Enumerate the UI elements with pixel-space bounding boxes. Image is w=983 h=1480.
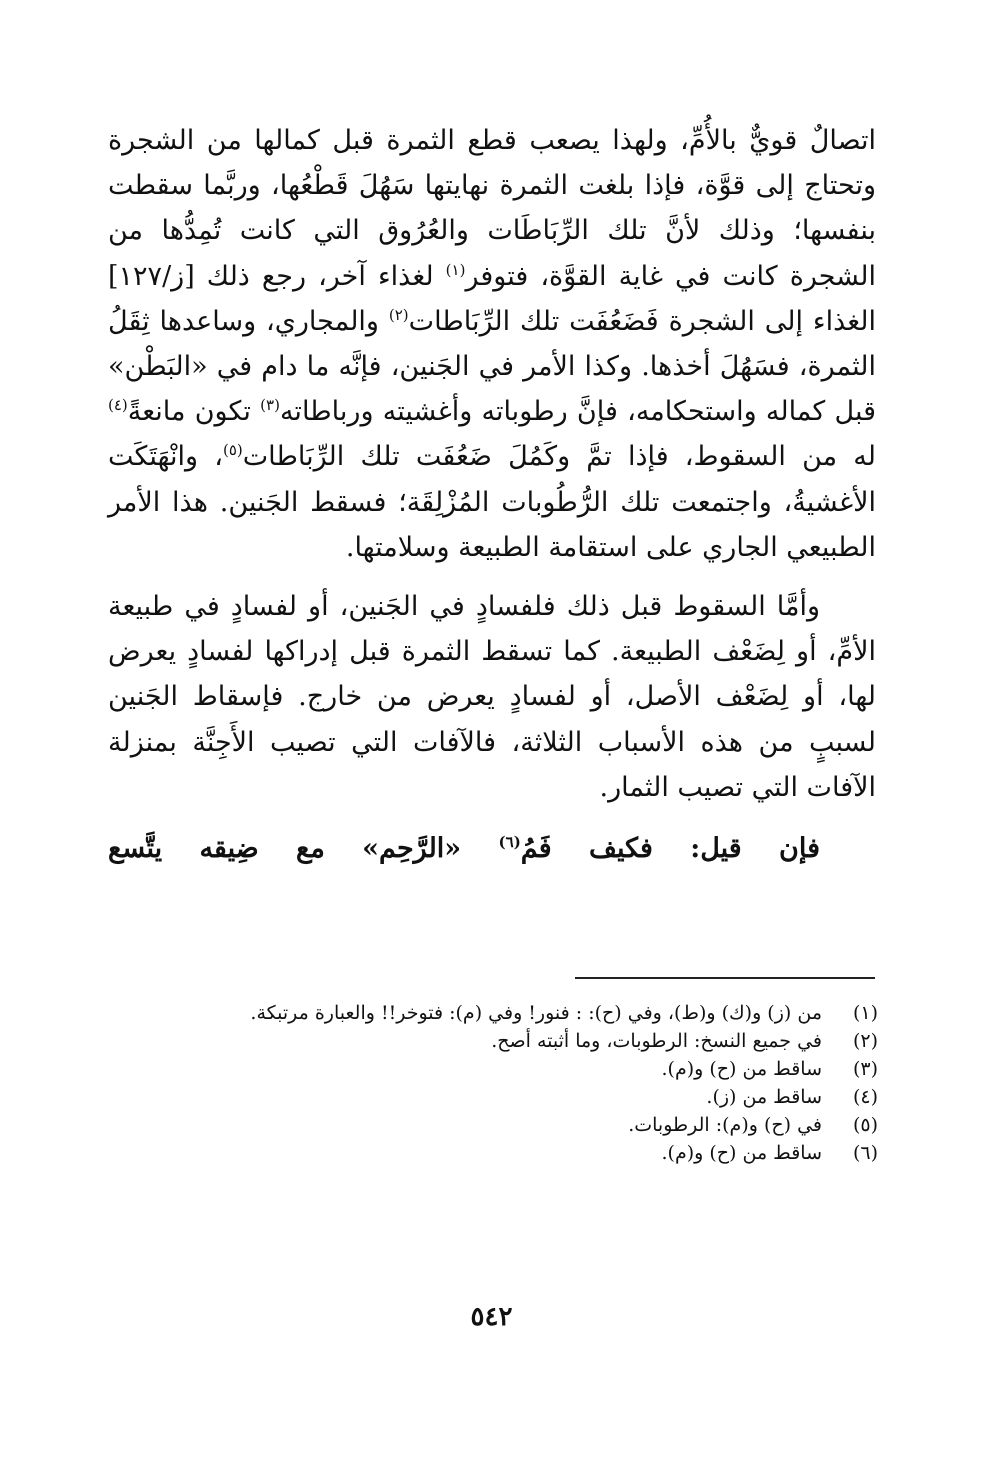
paragraph-1-text: اتصالٌ قويٌّ بالأُمِّ، ولهذا يصعب قطع الثمرة قبل كمالها من الشجرة وتحتاج إلى قوَّة، فإذا بلغت الثمرة نهايتها سَهُلَ قَطْعُها، وربَّما سقطت بنفسها؛ وذلك لأنَّ تلك الرِّبَاطَات والعُرُوق التي كانت تُمِدُّها من الشجرة كانت في غاية القوَّة، فتوفر [108, 125, 876, 292]
paragraph-1-text: لغذاء آخر، رجع ذلك [ز/١٢٧] الغذاء إلى الشجرة فَضَعُفَت تلك الرِّبَاطات [108, 260, 877, 337]
footnote-ref-3: (٣) [260, 396, 280, 415]
footnote-number: (٣) [852, 1058, 878, 1080]
page-number: ٥٤٢ [470, 1302, 513, 1332]
paragraph-1-text: ، وانْهَتَكَت الأغشيةُ، واجتمعت تلك الرُّطُوبات المُزْلِقَة؛ فسقط الجَنين. هذا الأمر الطبيعي الجاري على استقامة الطبيعة وسلامتها. [108, 441, 876, 563]
footnote-4 [108, 1084, 878, 1110]
footnote-number: (٢) [852, 1030, 878, 1052]
footnote-ref-2: (٢) [388, 305, 409, 324]
footnote-text: ساقط من (ح) و(م). [661, 1142, 822, 1164]
paragraph-1-text: والمجاري، وساعدها ثِقَلُ الثمرة، فسَهُلَ أخذها. وكذا الأمر في الجَنين، فإنَّه ما دام في «البَطْن» قبل كماله واستحكامه، فإنَّ رطوباته وأغشيته ورباطاته [108, 305, 876, 428]
footnote-3 [108, 1056, 878, 1082]
paragraph-1 [108, 118, 876, 570]
footnote-text: ساقط من (ح) و(م). [661, 1058, 822, 1080]
paragraph-3-question [108, 826, 876, 871]
paragraph-1-text: له من السقوط، فإذا تمَّ وكَمُلَ ضَعُفَت تلك الرِّبَاطات [242, 441, 877, 473]
footnote-6 [108, 1140, 878, 1166]
paragraph-1-text: تكون مانعةً [127, 396, 261, 428]
question-text: «الرَّحِم» مع ضِيقه يتَّسع [108, 833, 499, 865]
page-body [108, 118, 876, 871]
footnote-text: من (ز) و(ك) و(ط)، وفي (ح): : فنور! وفي (م): فتوخر!! والعبارة مرتبكة. [250, 1002, 822, 1024]
footnote-ref-5: (٥) [222, 441, 243, 460]
footnote-number: (٥) [852, 1114, 878, 1136]
main-text [108, 118, 876, 871]
footnote-5 [108, 1112, 878, 1138]
footnote-ref-1: (١) [445, 260, 466, 279]
footnote-number: (١) [852, 1002, 878, 1024]
footnote-1 [108, 1000, 878, 1026]
footnote-number: (٦) [852, 1142, 878, 1164]
footnote-ref-4: (٤) [108, 396, 128, 415]
footnote-2 [108, 1028, 878, 1054]
footnote-separator [575, 977, 875, 979]
paragraph-2: وأمَّا السقوط قبل ذلك فلفسادٍ في الجَنين، أو لفسادٍ في طبيعة الأمِّ، أو لِضَعْف الطبيعة. كما تسقط الثمرة قبل إدراكها لفسادٍ يعرض لها، أو لِضَعْف الأصل، أو لفسادٍ يعرض من خارج. فإسقاط الجَنين لسببٍ من هذه الأسباب الثلاثة، فالآفات التي تصيب الأَجِنَّة بمنزلة الآفات التي تصيب الثمار. [108, 591, 876, 803]
footnotes [108, 1000, 878, 1168]
footnote-number: (٤) [852, 1086, 878, 1108]
footnote-text: في (ح) و(م): الرطوبات. [628, 1114, 822, 1136]
footnote-text: في جميع النسخ: الرطوبات، وما أثبته أصح. [491, 1030, 822, 1052]
question-text: فإن قيل: فكيف فَمُ [520, 833, 821, 865]
footnote-text: ساقط من (ز). [706, 1086, 822, 1108]
footnote-ref-6: (٦) [498, 833, 521, 852]
